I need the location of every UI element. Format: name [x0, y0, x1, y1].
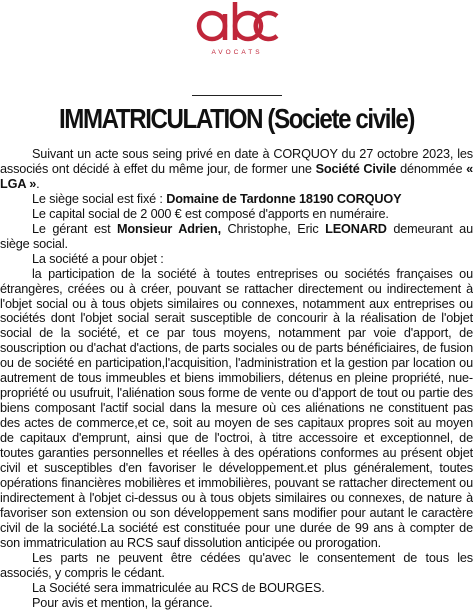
paragraph-formation: Suivant un acte sous seing privé en date à CORQUOY du 27 octobre 2023, les associés ont décidé à effet du même jour, de former une Société Civile dénommée « LGA ».	[0, 147, 473, 191]
abc-avocats-logo-icon	[192, 2, 282, 62]
paragraph-objet: la participation de la société à toutes entreprises ou sociétés françaises ou étrangères, créées ou à créer, pouvant se rattacher directement ou indirectement à l'objet social ou à tous objets similaires ou connexes, notamment aux entreprises ou sociétés dont l'objet social serait susceptible de concourir à la réalisation de l'objet social de la société, et ce par tous moyens, notamment par voie d'apport, de souscription ou d'achat d'actions, de parts sociales ou de parts bénéficiaires, de fusion ou de société en participation,l'acquisition, l'administration et la gestion par location ou autrement de tous immeubles et biens immobiliers, détenus en pleine propriété, nue-propriété ou usufruit, l'aliénation sous forme de vente ou d'apport de tout ou partie des biens composant l'actif social dans la mesure où ces aliénations ne constituent pas des actes de commerce,et ce, soit au moyen de ses capitaux propres soit au moyen de capitaux d'emprunt, ainsi que de l'octroi, à titre accessoire et exceptionnel, de toutes garanties personnelles et réelles à des opérations conformes au présent objet civil et susceptibles d'en favoriser le développement.et plus généralement, toutes opérations financières mobilières et immobilières, pouvant se rattacher directement ou indirectement à l'objet ci-dessus ou à tous objets similaires ou connexes, de nature à favoriser son extension ou son développement sans modifier pour autant le caractère civil de la société.La société est constituée pour une durée de 99 ans à compter de son immatriculation au RCS sauf dissolution anticipée ou prorogation.	[0, 266, 473, 550]
paragraph-capital: Le capital social de 2 000 € est composé d'apports en numéraire.	[32, 206, 389, 221]
paragraph-parts: Les parts ne peuvent être cédées qu'avec le consentement de tous les associés, y compris le cédant.	[0, 550, 473, 580]
paragraph-siege: Le siège social est fixé : Domaine de Tardonne 18190 CORQUOY	[32, 191, 402, 206]
document-body	[0, 147, 473, 611]
paragraph-signature: Pour avis et mention, la gérance.	[32, 595, 213, 610]
paragraph-objet-heading: La société a pour objet :	[32, 251, 164, 266]
page-title: IMMATRICULATION (Societe civile)	[58, 103, 415, 134]
logo-subtitle: AVOCATS	[210, 49, 263, 56]
paragraph-gerant: Le gérant est Monsieur Adrien, Christophe, Eric LEONARD demeurant au siège social.	[0, 221, 473, 251]
firm-logo	[0, 2, 473, 64]
paragraph-rcs: La Société sera immatriculée au RCS de BOURGES.	[32, 580, 325, 595]
title-divider	[192, 95, 282, 96]
